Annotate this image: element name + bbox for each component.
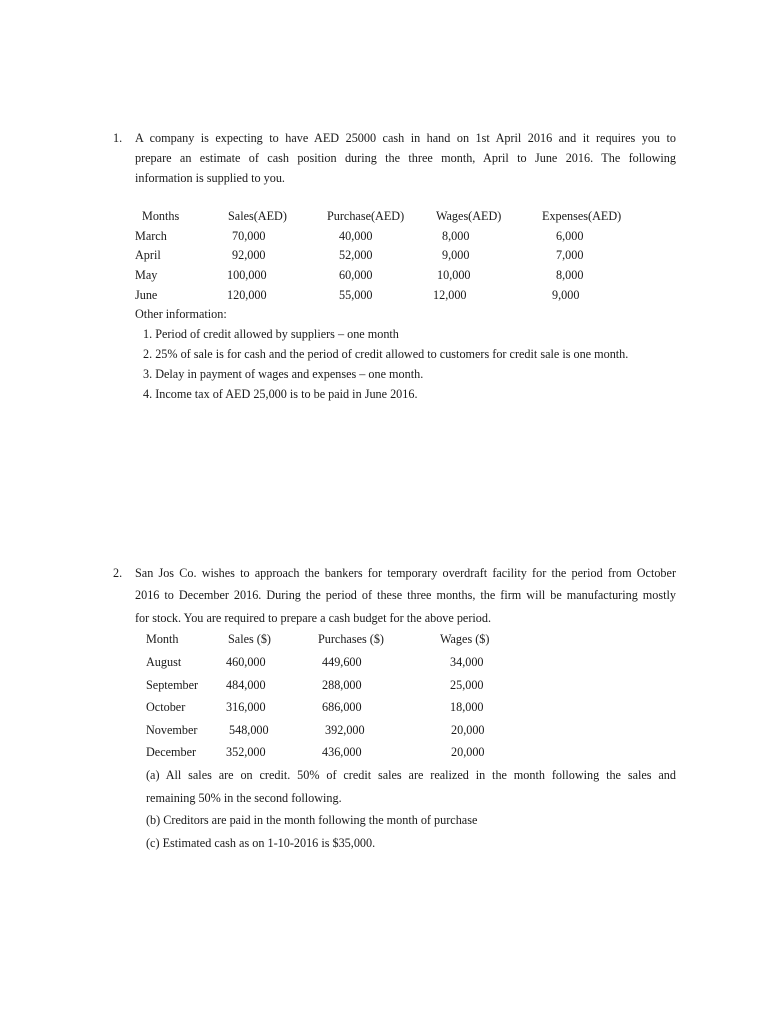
table-cell: 436,000 — [322, 745, 362, 759]
text-line: for stock. You are required to prepare a cash budget for the above period. — [135, 611, 492, 625]
table-cell: 12,000 — [433, 288, 467, 302]
text-line: San Jos Co. wishes to approach the bankers for temporary overdraft facility for the period from October — [135, 566, 676, 580]
table-cell: 10,000 — [437, 268, 471, 282]
column-header: Wages ($) — [440, 632, 490, 646]
note-item: remaining 50% in the second following. — [146, 791, 342, 805]
column-header: Wages(AED) — [436, 209, 502, 223]
notes-list — [146, 767, 676, 857]
table-cell: 40,000 — [339, 229, 373, 243]
other-information-label: Other information: — [135, 307, 227, 321]
table-cell: 25,000 — [450, 678, 484, 692]
table-cell: 288,000 — [322, 678, 362, 692]
note-item: (a) All sales are on credit. 50% of credit sales are realized in the month following the sales and — [146, 768, 676, 782]
table-cell: August — [146, 655, 182, 669]
table-cell: May — [135, 268, 158, 282]
table-cell: 449,600 — [322, 655, 362, 669]
text-line: 2016 to December 2016. During the period of these three months, the firm will be manufacturing mostly — [135, 588, 676, 602]
table-cell: 8,000 — [556, 268, 584, 282]
note-item: 2. 25% of sale is for cash and the period of credit allowed to customers for credit sale is one month. — [143, 347, 629, 361]
column-header: Sales(AED) — [228, 209, 287, 223]
table-cell: 20,000 — [451, 745, 485, 759]
column-header: Purchases ($) — [318, 632, 384, 646]
table-cell: 20,000 — [451, 723, 485, 737]
table-cell: 352,000 — [226, 745, 266, 759]
table-cell: 460,000 — [226, 655, 266, 669]
table-cell: 120,000 — [227, 288, 267, 302]
question-text — [135, 128, 676, 188]
table-cell: September — [146, 678, 199, 692]
note-item: 4. Income tax of AED 25,000 is to be paid in June 2016. — [143, 387, 418, 401]
note-item: (b) Creditors are paid in the month following the month of purchase — [146, 813, 478, 827]
table-cell: 316,000 — [226, 700, 266, 714]
column-header: Month — [146, 632, 179, 646]
table-cell: 7,000 — [556, 248, 584, 262]
column-header: Expenses(AED) — [542, 209, 622, 223]
table-cell: 8,000 — [442, 229, 470, 243]
table-cell: 100,000 — [227, 268, 267, 282]
table-cell: 686,000 — [322, 700, 362, 714]
column-header: Purchase(AED) — [327, 209, 405, 223]
table-cell: April — [135, 248, 161, 262]
question-text — [135, 562, 676, 629]
table-cell: 52,000 — [339, 248, 373, 262]
question-number: 1. — [113, 131, 123, 145]
table-cell: 34,000 — [450, 655, 484, 669]
column-header: Months — [142, 209, 180, 223]
table-cell: 55,000 — [339, 288, 373, 302]
table-cell: 18,000 — [450, 700, 484, 714]
note-item: 3. Delay in payment of wages and expenses – one month. — [143, 367, 424, 381]
table-cell: June — [135, 288, 158, 302]
table-cell: 70,000 — [232, 229, 266, 243]
table-cell: 92,000 — [232, 248, 266, 262]
table-cell: 548,000 — [229, 723, 269, 737]
text-line: information is supplied to you. — [135, 171, 285, 185]
note-item: 1. Period of credit allowed by suppliers – one month — [143, 327, 399, 341]
note-item: (c) Estimated cash as on 1-10-2016 is $35,000. — [146, 836, 376, 850]
table-cell: November — [146, 723, 198, 737]
column-header: Sales ($) — [228, 632, 271, 646]
table-cell: 484,000 — [226, 678, 266, 692]
table-cell: October — [146, 700, 186, 714]
table-cell: March — [135, 229, 167, 243]
question-number: 2. — [113, 566, 123, 580]
text-line: A company is expecting to have AED 25000 cash in hand on 1st April 2016 and it requires you to — [135, 131, 676, 145]
table-cell: December — [146, 745, 197, 759]
table-cell: 9,000 — [552, 288, 580, 302]
table-cell: 9,000 — [442, 248, 470, 262]
table-cell: 60,000 — [339, 268, 373, 282]
table-cell: 392,000 — [325, 723, 365, 737]
text-line: prepare an estimate of cash position during the three month, April to June 2016. The following — [135, 151, 676, 165]
table-cell: 6,000 — [556, 229, 584, 243]
